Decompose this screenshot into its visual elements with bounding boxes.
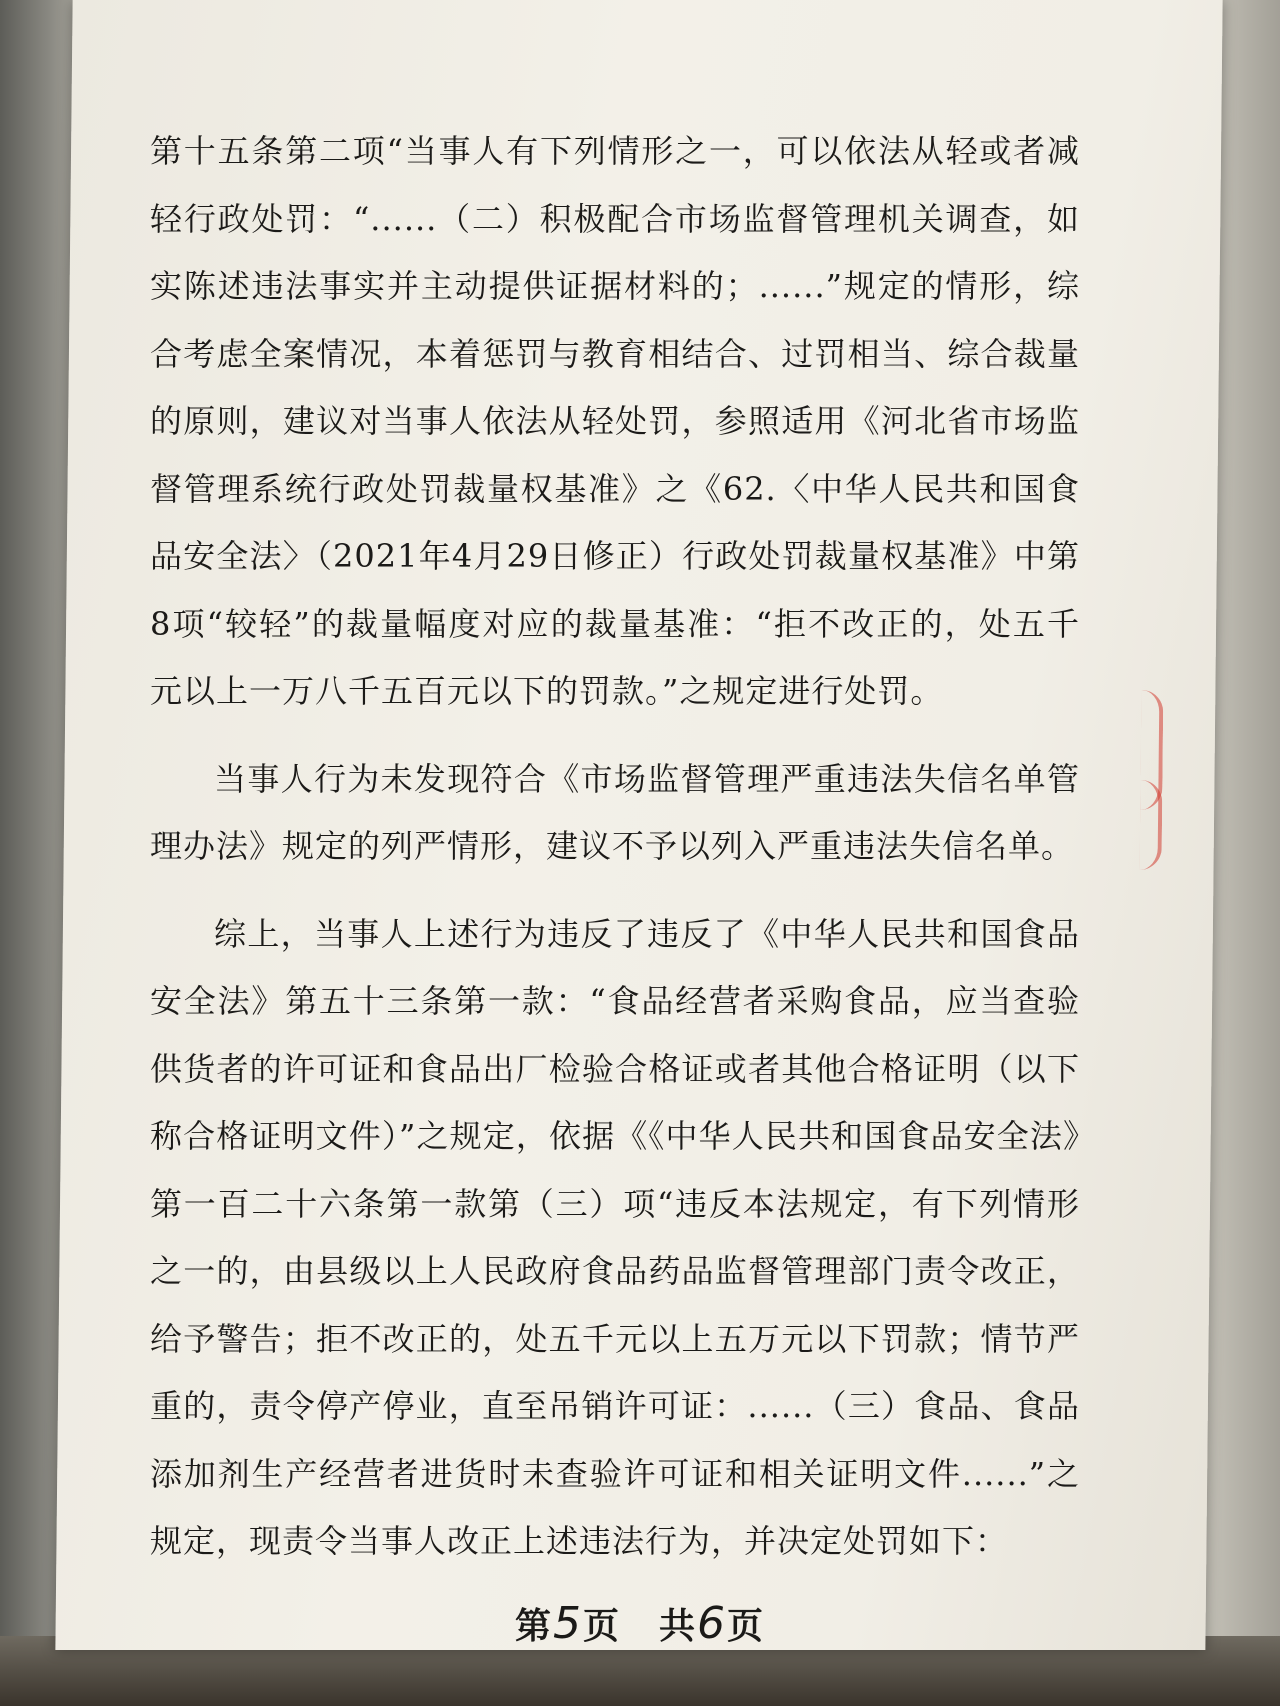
page-suffix: 页 (727, 1605, 766, 1647)
paragraph-1: 第十五条第二项“当事人有下列情形之一，可以依法从轻或者减轻行政处罚：“......（二）积极配合市场监督管理机关调查，如实陈述违法事实并主动提供证据材料的；......”规定的情形，综合考虑全案情况，本着惩罚与教育相结合、过罚相当、综合裁量的原则，建议对当事人依法从轻处罚，参照适用《河北省市场监督管理系统行政处罚裁量权基准》之《62.〈中华人民共和国食品安全法〉（2021年4月29日修正）行政处罚裁量权基准》中第8项“较轻”的裁量幅度对应的裁量基准：“拒不改正的，处五千元以上一万八千五百元以下的罚款。”之规定进行处罚。 (150, 132, 1080, 710)
page-footer (0, 1598, 1280, 1649)
total-pages: 6 (697, 1598, 727, 1649)
paragraph-2: 当事人行为未发现符合《市场监督管理严重违法失信名单管理办法》规定的列严情形，建议不予以列入严重违法失信名单。 (150, 759, 1080, 865)
page-number: 5 (552, 1598, 583, 1649)
page-mid: 页 共 (582, 1605, 697, 1647)
paragraph-3: 综上，当事人上述行为违反了违反了《中华人民共和国食品安全法》第五十三条第一款：“食品经营者采购食品，应当查验供货者的许可证和食品出厂检验合格证或者其他合格证明（以下称合格证明文件）”之规定，依据《《中华人民共和国食品安全法》第一百二十六条第一款第（三）项“违反本法规定，有下列情形之一的，由县级以上人民政府食品药品监督管理部门责令改正，给予警告；拒不改正的，处五千元以上五万元以下罚款；情节严重的，责令停产停业，直至吊销许可证：......（三）食品、食品添加剂生产经营者进货时未查验许可证和相关证明文件......”之规定，现责令当事人改正上述违法行为，并决定处罚如下： (150, 914, 1080, 1560)
seal-edge-mark (1140, 780, 1163, 870)
document-body (150, 118, 1080, 1576)
page-prefix: 第 (514, 1605, 553, 1647)
